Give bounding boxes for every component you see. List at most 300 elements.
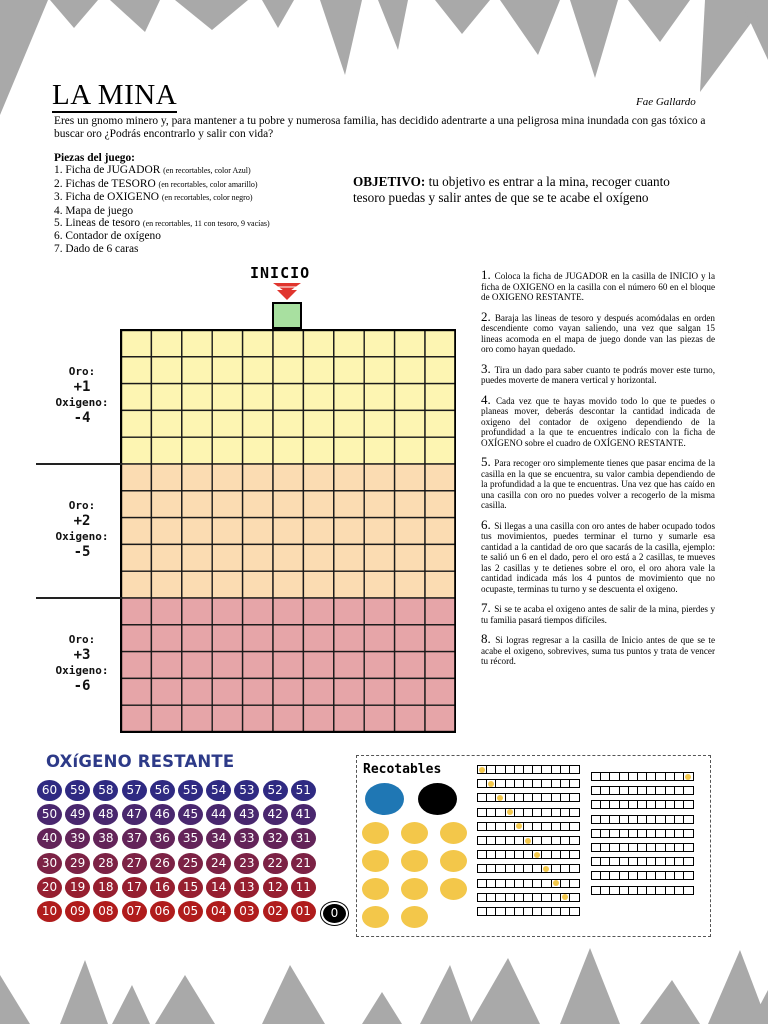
oxygen-cell[interactable]: 42 [263, 804, 288, 825]
board-cell[interactable] [425, 330, 455, 357]
board-cell[interactable] [273, 598, 303, 625]
gold-token[interactable] [401, 878, 428, 900]
board-cell[interactable] [212, 625, 242, 652]
board-cell[interactable] [364, 705, 394, 732]
board-cell[interactable] [425, 437, 455, 464]
oxygen-cell[interactable]: 20 [37, 877, 62, 898]
board-cell[interactable] [273, 330, 303, 357]
board-cell[interactable] [212, 437, 242, 464]
oro-value: +2 [73, 513, 91, 529]
treasure-line[interactable] [477, 850, 580, 859]
oxygen-cell[interactable]: 04 [206, 901, 231, 922]
board-cell[interactable] [151, 571, 181, 598]
oxygen-cell[interactable]: 10 [37, 901, 62, 922]
board-cell[interactable] [364, 384, 394, 411]
board-cell[interactable] [151, 437, 181, 464]
treasure-cell [647, 858, 656, 865]
board-cell[interactable] [182, 625, 212, 652]
oxygen-cell[interactable]: 44 [206, 804, 231, 825]
treasure-line[interactable] [477, 765, 580, 774]
board-cell[interactable] [334, 652, 364, 679]
oxygen-cell[interactable]: 06 [150, 901, 175, 922]
board-cell[interactable] [182, 571, 212, 598]
board-cell[interactable] [303, 652, 333, 679]
gold-token[interactable] [440, 878, 467, 900]
board-cell[interactable] [151, 544, 181, 571]
oxygen-cell[interactable]: 07 [122, 901, 147, 922]
board-cell[interactable] [303, 544, 333, 571]
board-cell[interactable] [395, 705, 425, 732]
board-cell[interactable] [243, 464, 273, 491]
board-cell[interactable] [364, 464, 394, 491]
board-cell[interactable] [121, 705, 151, 732]
board-cell[interactable] [243, 598, 273, 625]
board-cell[interactable] [364, 544, 394, 571]
treasure-cell [533, 823, 542, 830]
oxygen-cell[interactable]: 15 [178, 877, 203, 898]
treasure-cell [656, 887, 665, 894]
board-cell[interactable] [334, 330, 364, 357]
oxygen-cell[interactable]: 23 [234, 853, 259, 874]
board-cell[interactable] [151, 625, 181, 652]
treasure-line[interactable] [477, 907, 580, 916]
board-cell[interactable] [212, 357, 242, 384]
board-cell[interactable] [425, 518, 455, 545]
board-cell[interactable] [395, 330, 425, 357]
treasure-line[interactable] [591, 843, 694, 852]
board-cell[interactable] [395, 625, 425, 652]
oxygen-cell[interactable]: 50 [37, 804, 62, 825]
board-cell[interactable] [395, 437, 425, 464]
board-cell[interactable] [182, 437, 212, 464]
board-cell[interactable] [212, 678, 242, 705]
board-cell[interactable] [212, 705, 242, 732]
board-cell[interactable] [121, 625, 151, 652]
oxygen-token[interactable] [418, 783, 457, 815]
board-cell[interactable] [425, 652, 455, 679]
oxygen-cell[interactable]: 14 [206, 877, 231, 898]
board-cell[interactable] [364, 598, 394, 625]
oxygen-cell[interactable]: 29 [65, 853, 90, 874]
board-cell[interactable] [334, 491, 364, 518]
oxygen-cell[interactable]: 41 [291, 804, 316, 825]
oxygen-cell[interactable]: 01 [291, 901, 316, 922]
oxygen-cell[interactable]: 39 [65, 828, 90, 849]
oxygen-cell[interactable]: 30 [37, 853, 62, 874]
board-cell[interactable] [212, 544, 242, 571]
board-cell[interactable] [121, 464, 151, 491]
board-cell[interactable] [425, 678, 455, 705]
oxygen-value: -4 [73, 410, 91, 426]
oxygen-cell[interactable]: 22 [263, 853, 288, 874]
oxygen-cell[interactable]: 25 [178, 853, 203, 874]
board-cell[interactable] [182, 652, 212, 679]
board-cell[interactable] [121, 518, 151, 545]
board-cell[interactable] [364, 571, 394, 598]
gold-token[interactable] [362, 822, 389, 844]
treasure-cell [620, 858, 629, 865]
board-cell[interactable] [425, 544, 455, 571]
treasure-cell [542, 794, 551, 801]
treasure-line[interactable] [477, 893, 580, 902]
oxygen-cell[interactable]: 36 [150, 828, 175, 849]
oxygen-cell[interactable]: 57 [122, 780, 147, 801]
oxygen-cell[interactable]: 12 [263, 877, 288, 898]
board-cell[interactable] [395, 357, 425, 384]
board-cell[interactable] [121, 384, 151, 411]
board-cell[interactable] [364, 410, 394, 437]
board-cell[interactable] [303, 464, 333, 491]
board-cell[interactable] [334, 544, 364, 571]
oxygen-cell[interactable]: 02 [263, 901, 288, 922]
oxygen-cell[interactable]: 46 [150, 804, 175, 825]
oxygen-cell[interactable]: 33 [234, 828, 259, 849]
treasure-line[interactable] [591, 786, 694, 795]
board-cell[interactable] [273, 491, 303, 518]
oxygen-cell[interactable]: 18 [93, 877, 118, 898]
treasure-line[interactable] [591, 871, 694, 880]
board-cell[interactable] [243, 384, 273, 411]
board-cell[interactable] [212, 598, 242, 625]
treasure-cell [610, 830, 619, 837]
board-cell[interactable] [334, 410, 364, 437]
oxygen-cell[interactable]: 21 [291, 853, 316, 874]
board-cell[interactable] [395, 678, 425, 705]
oxygen-cell[interactable]: 16 [150, 877, 175, 898]
oxygen-cell[interactable]: 40 [37, 828, 62, 849]
board-cell[interactable] [151, 410, 181, 437]
board-cell[interactable] [395, 384, 425, 411]
board-cell[interactable] [395, 491, 425, 518]
board-cell[interactable] [151, 518, 181, 545]
treasure-cell [647, 887, 656, 894]
treasure-line[interactable] [477, 836, 580, 845]
treasure-cell [592, 830, 601, 837]
board-cell[interactable] [273, 571, 303, 598]
oxygen-label: Oxigeno: [55, 664, 109, 677]
oxygen-cell[interactable]: 49 [65, 804, 90, 825]
oxygen-cell[interactable]: 51 [291, 780, 316, 801]
treasure-line[interactable] [477, 779, 580, 788]
oxygen-cell[interactable]: 31 [291, 828, 316, 849]
board-cell[interactable] [273, 705, 303, 732]
treasure-cell [552, 851, 561, 858]
board-cell[interactable] [151, 491, 181, 518]
oxygen-cell[interactable]: 55 [178, 780, 203, 801]
board-cell[interactable] [334, 384, 364, 411]
board-cell[interactable] [151, 464, 181, 491]
oxygen-cell[interactable]: 43 [234, 804, 259, 825]
treasure-cell [666, 816, 675, 823]
board-cell[interactable] [334, 625, 364, 652]
treasure-cell [629, 872, 638, 879]
treasure-cell [506, 809, 515, 816]
board-cell[interactable] [334, 464, 364, 491]
start-cell[interactable] [272, 302, 302, 329]
board-cell[interactable] [273, 678, 303, 705]
board-cell[interactable] [303, 518, 333, 545]
gold-token[interactable] [401, 906, 428, 928]
board-cell[interactable] [303, 625, 333, 652]
oxygen-cell[interactable]: 53 [234, 780, 259, 801]
board-cell[interactable] [425, 625, 455, 652]
objective-label: OBJETIVO: [353, 174, 426, 189]
board-cell[interactable] [121, 571, 151, 598]
board-cell[interactable] [182, 330, 212, 357]
oxygen-cell[interactable]: 32 [263, 828, 288, 849]
board-cell[interactable] [243, 571, 273, 598]
treasure-line[interactable] [591, 886, 694, 895]
gold-marker [534, 852, 540, 858]
board-cell[interactable] [212, 384, 242, 411]
oxygen-cell[interactable]: 19 [65, 877, 90, 898]
board-cell[interactable] [273, 544, 303, 571]
board-cell[interactable] [243, 518, 273, 545]
oxygen-cell-zero[interactable]: 0 [321, 902, 348, 925]
start-label: INICIO [250, 264, 311, 282]
board-cell[interactable] [243, 544, 273, 571]
oxygen-cell[interactable]: 48 [93, 804, 118, 825]
treasure-line[interactable] [591, 772, 694, 781]
board-cell[interactable] [151, 330, 181, 357]
oxygen-cell[interactable]: 03 [234, 901, 259, 922]
treasure-line[interactable] [591, 815, 694, 824]
rule-4 [481, 391, 715, 449]
board-cell[interactable] [334, 705, 364, 732]
oxygen-cell[interactable]: 34 [206, 828, 231, 849]
board-cell[interactable] [273, 625, 303, 652]
treasure-cell [666, 872, 675, 879]
rule-text: Tira un dado para saber cuanto te podrás mover este turno, puedes moverte de manera vertical y horizontal. [481, 364, 715, 385]
board-cell[interactable] [212, 571, 242, 598]
board-cell[interactable] [303, 705, 333, 732]
board-cell[interactable] [395, 652, 425, 679]
board-cell[interactable] [121, 491, 151, 518]
treasure-cell [592, 816, 601, 823]
gold-token[interactable] [401, 850, 428, 872]
treasure-cell [533, 766, 542, 773]
board-cell[interactable] [425, 410, 455, 437]
board-cell[interactable] [425, 491, 455, 518]
board-cell[interactable] [334, 357, 364, 384]
treasure-cell [675, 816, 684, 823]
board-cell[interactable] [273, 410, 303, 437]
board-cell[interactable] [151, 705, 181, 732]
oxygen-cell[interactable]: 52 [263, 780, 288, 801]
board-cell[interactable] [273, 518, 303, 545]
board-cell[interactable] [303, 678, 333, 705]
treasure-line[interactable] [591, 800, 694, 809]
board-cell[interactable] [121, 330, 151, 357]
treasure-line[interactable] [591, 857, 694, 866]
oxygen-cell[interactable]: 08 [93, 901, 118, 922]
oxygen-cell[interactable]: 26 [150, 853, 175, 874]
board-cell[interactable] [182, 598, 212, 625]
treasure-cell [656, 801, 665, 808]
board-cell[interactable] [273, 652, 303, 679]
board-cell[interactable] [395, 544, 425, 571]
board-cell[interactable] [243, 652, 273, 679]
treasure-cell [561, 837, 570, 844]
board-cell[interactable] [182, 410, 212, 437]
treasure-line[interactable] [477, 822, 580, 831]
treasure-cell [524, 809, 533, 816]
board-cell[interactable] [243, 330, 273, 357]
board-cell[interactable] [273, 384, 303, 411]
board-cell[interactable] [395, 410, 425, 437]
board-cell[interactable] [395, 598, 425, 625]
oxygen-cell[interactable]: 28 [93, 853, 118, 874]
rule-text: Si se te acaba el oxigeno antes de salir de la mina, pierdes y tu familia pasará tiempos difíciles. [481, 604, 716, 625]
gold-token[interactable] [362, 906, 389, 928]
board-cell[interactable] [243, 705, 273, 732]
board-cell[interactable] [212, 410, 242, 437]
board-cell[interactable] [151, 652, 181, 679]
board-cell[interactable] [121, 544, 151, 571]
board-cell[interactable] [334, 437, 364, 464]
board-cell[interactable] [364, 491, 394, 518]
board-cell[interactable] [182, 491, 212, 518]
treasure-cell [638, 801, 647, 808]
board-cell[interactable] [303, 598, 333, 625]
oxygen-cell[interactable]: 05 [178, 901, 203, 922]
board-cell[interactable] [121, 357, 151, 384]
board-cell[interactable] [364, 652, 394, 679]
board-cell[interactable] [121, 678, 151, 705]
gold-token[interactable] [440, 850, 467, 872]
board-cell[interactable] [425, 705, 455, 732]
board-cell[interactable] [395, 571, 425, 598]
board-cell[interactable] [182, 357, 212, 384]
treasure-line[interactable] [477, 864, 580, 873]
gold-token[interactable] [362, 878, 389, 900]
treasure-cell [524, 908, 533, 915]
board-cell[interactable] [425, 571, 455, 598]
gold-token[interactable] [362, 850, 389, 872]
oxygen-cell[interactable]: 13 [234, 877, 259, 898]
treasure-cell [515, 908, 524, 915]
rule-number: 2. [481, 308, 495, 324]
board-cell[interactable] [395, 518, 425, 545]
board-cell[interactable] [364, 625, 394, 652]
board-cell[interactable] [121, 652, 151, 679]
board-cell[interactable] [303, 357, 333, 384]
board-cell[interactable] [151, 598, 181, 625]
board-cell[interactable] [364, 678, 394, 705]
treasure-line[interactable] [477, 808, 580, 817]
board-cell[interactable] [364, 437, 394, 464]
board-cell[interactable] [273, 464, 303, 491]
oxygen-cell[interactable]: 45 [178, 804, 203, 825]
board-cell[interactable] [182, 544, 212, 571]
oxygen-cell[interactable]: 38 [93, 828, 118, 849]
board-cell[interactable] [182, 384, 212, 411]
board-cell[interactable] [212, 652, 242, 679]
board-cell[interactable] [243, 678, 273, 705]
board-cell[interactable] [182, 518, 212, 545]
board-cell[interactable] [303, 491, 333, 518]
board-cell[interactable] [212, 518, 242, 545]
board-cell[interactable] [334, 571, 364, 598]
board-cell[interactable] [303, 384, 333, 411]
board-cell[interactable] [425, 384, 455, 411]
treasure-cell [533, 809, 542, 816]
oxygen-cell[interactable]: 27 [122, 853, 147, 874]
oxygen-cell[interactable]: 59 [65, 780, 90, 801]
board-cell[interactable] [212, 464, 242, 491]
treasure-cell [675, 801, 684, 808]
treasure-cell [592, 844, 601, 851]
board-cell[interactable] [303, 571, 333, 598]
board-cell[interactable] [395, 464, 425, 491]
board-cell[interactable] [121, 437, 151, 464]
board-cell[interactable] [243, 357, 273, 384]
treasure-line[interactable] [477, 793, 580, 802]
board-cell[interactable] [334, 678, 364, 705]
board-cell[interactable] [364, 518, 394, 545]
board-cell[interactable] [151, 678, 181, 705]
board-cell[interactable] [243, 491, 273, 518]
board-cell[interactable] [425, 464, 455, 491]
board-cell[interactable] [243, 437, 273, 464]
oxygen-cell[interactable]: 60 [37, 780, 62, 801]
board-cell[interactable] [425, 357, 455, 384]
gold-token[interactable] [401, 822, 428, 844]
board-cell[interactable] [303, 330, 333, 357]
board-cell[interactable] [243, 625, 273, 652]
oxygen-cell[interactable]: 56 [150, 780, 175, 801]
board-cell[interactable] [212, 491, 242, 518]
board-cell[interactable] [212, 330, 242, 357]
oxygen-cell[interactable]: 24 [206, 853, 231, 874]
oxygen-cell[interactable]: 09 [65, 901, 90, 922]
board-cell[interactable] [243, 410, 273, 437]
oxygen-label: Oxigeno: [55, 396, 109, 409]
board-cell[interactable] [334, 518, 364, 545]
treasure-line[interactable] [591, 829, 694, 838]
board-cell[interactable] [151, 357, 181, 384]
board-cell[interactable] [273, 437, 303, 464]
oxygen-cell[interactable]: 17 [122, 877, 147, 898]
oxygen-cell[interactable]: 35 [178, 828, 203, 849]
board-cell[interactable] [273, 357, 303, 384]
treasure-line[interactable] [477, 879, 580, 888]
board-cell[interactable] [182, 678, 212, 705]
board-cell[interactable] [121, 410, 151, 437]
board-cell[interactable] [303, 437, 333, 464]
board-cell[interactable] [182, 464, 212, 491]
gold-token[interactable] [440, 822, 467, 844]
top-spike [320, 0, 362, 75]
board-cell[interactable] [425, 598, 455, 625]
treasure-cell [542, 865, 551, 872]
oxygen-cell[interactable]: 54 [206, 780, 231, 801]
oxygen-cell[interactable]: 47 [122, 804, 147, 825]
treasure-cell [496, 823, 505, 830]
board-cell[interactable] [364, 330, 394, 357]
board-cell[interactable] [121, 598, 151, 625]
oxygen-cell[interactable]: 58 [93, 780, 118, 801]
board-cell[interactable] [303, 410, 333, 437]
board-cell[interactable] [151, 384, 181, 411]
board-cell[interactable] [364, 357, 394, 384]
oxygen-cell[interactable]: 11 [291, 877, 316, 898]
treasure-cell [570, 880, 579, 887]
oxygen-cell[interactable]: 37 [122, 828, 147, 849]
board-cell[interactable] [334, 598, 364, 625]
board-cell[interactable] [182, 705, 212, 732]
player-token[interactable] [365, 783, 404, 815]
